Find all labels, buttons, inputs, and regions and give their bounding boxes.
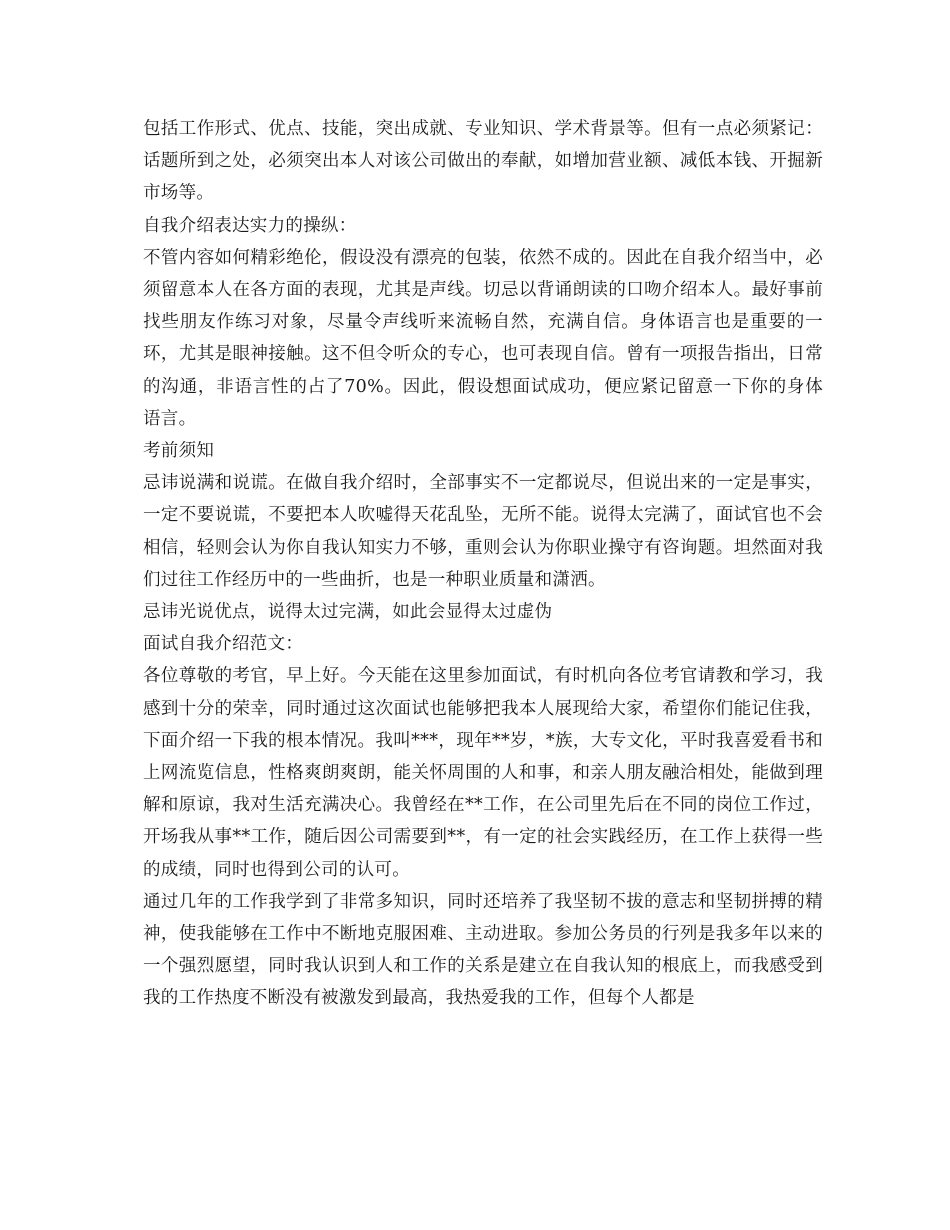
paragraph-sample-part-1: 各位尊敬的考官，早上好。今天能在这里参加面试，有时机向各位考官请教和学习，我感到十分的荣幸，同时通过这次面试也能够把我本人展现给大家，希望你们能记住我，下面介绍一下我的根本情况。我叫***，现年**岁，*族，大专文化，平时我喜爱看书和上网流览信息，性格爽朗爽朗，能关怀周围的人和事，和亲人朋友融洽相处，能做到理解和原谅，我对生活充满决心。我曾经在**工作，在公司里先后在不同的岗位工作过，开场我从事**工作，随后因公司需要到**，有一定的社会实践经历，在工作上获得一些的成绩，同时也得到公司的认可。 — [143, 666, 823, 880]
heading-expression-ability: 自我介绍表达实力的操纵： — [143, 215, 357, 236]
paragraph-work-content: 包括工作形式、优点、技能，突出成就、专业知识、学术背景等。但有一点必须紧记：话题所到之处，必须突出本人对该公司做出的奉献，如增加营业额、减低本钱、开掘新市场等。 — [143, 119, 823, 204]
heading-sample-intro: 面试自我介绍范文： — [143, 634, 304, 655]
heading-precautions: 考前须知 — [143, 441, 215, 462]
paragraph-delivery: 不管内容如何精彩绝伦，假设没有漂亮的包装，依然不成的。因此在自我介绍当中，必须留意本人在各方面的表现，尤其是声线。切忌以背诵朗读的口吻介绍本人。最好事前找些朋友作练习对象，尽量令声线听来流畅自然，充满自信。身体语言也是重要的一环，尤其是眼神接触。这不但令听众的专心，也可表现自信。曾有一项报告指出，日常的沟通，非语言性的占了70%。因此，假设想面试成功，便应紧记留意一下你的身体语言。 — [143, 247, 823, 429]
paragraph-no-exaggeration: 忌讳说满和说谎。在做自我介绍时，全部事实不一定都说尽，但说出来的一定是事实，一定不要说谎，不要把本人吹嘘得天花乱坠，无所不能。说得太完满了，面试官也不会相信，轻则会认为你自我认知实力不够，重则会认为你职业操守有咨询题。坦然面对我们过往工作经历中的一些曲折，也是一种职业质量和潇洒。 — [143, 473, 823, 590]
heading-no-only-strengths: 忌讳光说优点，说得太过完满，如此会显得太过虚伪 — [143, 602, 553, 623]
paragraph-sample-part-2: 通过几年的工作我学到了非常多知识，同时还培养了我坚韧不拔的意志和坚韧拼搏的精神，使我能够在工作中不断地克服困难、主动进取。参加公务员的行列是我多年以来的一个强烈愿望，同时我认识到人和工作的关系是建立在自我认知的根底上，而我感受到我的工作热度不断没有被激发到最高，我热爱我的工作，但每个人都是 — [143, 891, 823, 1009]
document-body — [143, 113, 823, 1015]
